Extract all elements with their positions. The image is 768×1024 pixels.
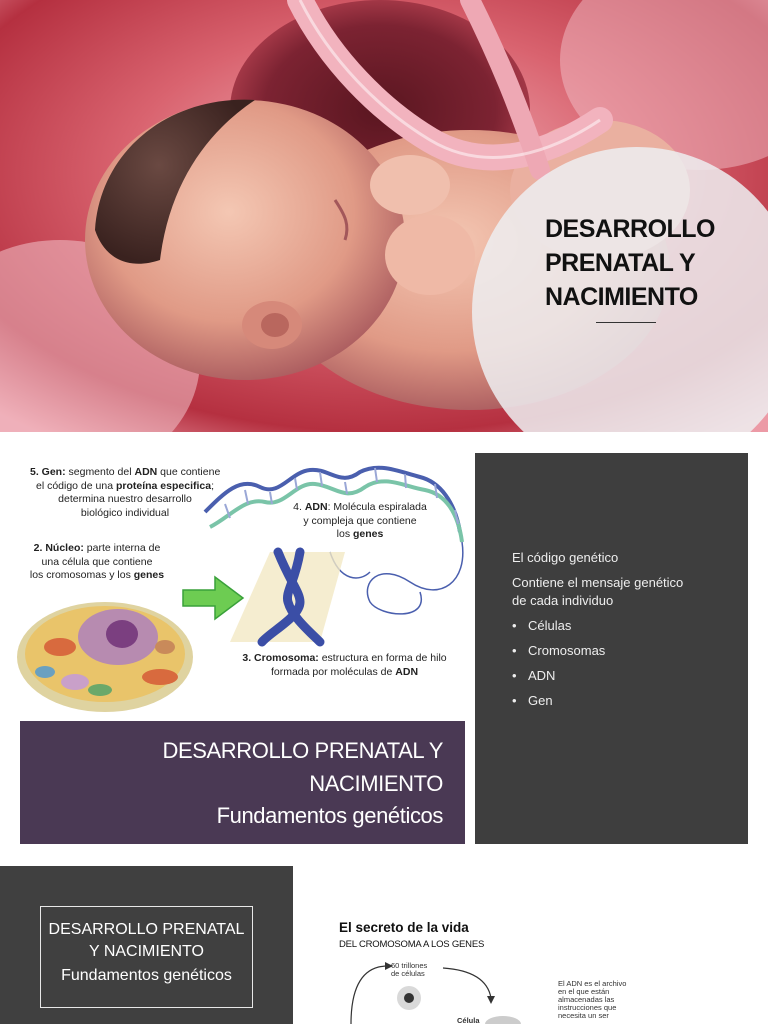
purple-title-line: DESARROLLO PRENATAL Y bbox=[162, 738, 443, 763]
list-item: • ADN bbox=[512, 668, 605, 693]
nucleo-line: 2. Núcleo: parte interna de bbox=[33, 542, 161, 554]
adn-note-line: El ADN es el archivo bbox=[558, 979, 627, 988]
gen-line: biológico individual bbox=[80, 506, 170, 519]
cell-icon bbox=[17, 602, 193, 712]
list-item: • Cromosomas bbox=[512, 643, 605, 668]
green-arrow-icon bbox=[183, 577, 243, 619]
secret-of-life-infographic bbox=[293, 866, 768, 1024]
cromosoma-line: 3. Cromosoma: estructura en forma de hilo bbox=[242, 652, 447, 664]
cell-icon bbox=[397, 986, 421, 1010]
slide-title bbox=[0, 0, 768, 432]
slide-genetic-code bbox=[0, 432, 768, 864]
adn-note-line: en el que están bbox=[558, 987, 610, 996]
nucleo-line: los cromosomas y los genes bbox=[29, 569, 165, 581]
cells-diagram bbox=[293, 866, 768, 1024]
cromosoma-line: formada por moléculas de ADN bbox=[270, 665, 419, 678]
cell-label: Célula bbox=[457, 1016, 480, 1024]
chromosome-icon bbox=[230, 552, 345, 642]
purple-title-line: NACIMIENTO bbox=[309, 771, 443, 796]
gen-description bbox=[30, 466, 220, 520]
cells-label-line: de células bbox=[391, 969, 425, 978]
purple-subtitle: Fundamentos genéticos bbox=[216, 803, 443, 828]
gen-line: determina nuestro desarrollo bbox=[58, 493, 192, 505]
nucleo-description bbox=[22, 542, 172, 583]
adn-line: los genes bbox=[336, 528, 384, 540]
slide-title-text bbox=[545, 212, 745, 314]
title-line: DESARROLLO bbox=[545, 215, 715, 243]
adn-note-line: almacenadas las bbox=[558, 995, 615, 1004]
boxed-title bbox=[40, 906, 253, 1008]
boxed-title-line: Fundamentos genéticos bbox=[61, 967, 232, 984]
genetic-code-panel bbox=[475, 453, 748, 844]
genetics-diagram bbox=[0, 432, 470, 717]
list-item: • Gen bbox=[512, 693, 605, 718]
panel-heading: El código genético bbox=[512, 550, 619, 565]
panel-bullet-list bbox=[512, 618, 605, 718]
adn-note-line: instrucciones que bbox=[558, 1003, 617, 1012]
cells-count-label bbox=[391, 962, 427, 978]
title-underline bbox=[596, 322, 656, 323]
slide-fundamentals bbox=[0, 866, 768, 1024]
infographic-title: El secreto de la vida bbox=[339, 920, 469, 935]
adn-line: y compleja que contiene bbox=[303, 514, 417, 527]
boxed-title-line: Y NACIMIENTO bbox=[89, 943, 204, 960]
boxed-title-line: DESARROLLO PRENATAL bbox=[48, 921, 245, 938]
list-item: • Células bbox=[512, 618, 605, 643]
gen-line: el código de una proteína especifica; bbox=[35, 479, 215, 492]
title-line: NACIMIENTO bbox=[545, 283, 698, 311]
purple-title-box bbox=[20, 721, 465, 844]
cells-label-line: 60 trillones bbox=[391, 961, 428, 970]
adn-line: 4. ADN: Molécula espiralada bbox=[293, 501, 427, 513]
nucleo-line: una célula que contiene bbox=[41, 555, 153, 568]
adn-note bbox=[558, 980, 626, 1020]
gen-line: 5. Gen: segmento del ADN que contiene bbox=[30, 466, 221, 478]
dark-left-panel bbox=[0, 866, 293, 1024]
adn-note-line: necesita un ser bbox=[558, 1011, 609, 1020]
infographic-subtitle: DEL CROMOSOMA A LOS GENES bbox=[339, 939, 485, 950]
title-line: PRENATAL Y bbox=[545, 249, 696, 277]
panel-subheading: Contiene el mensaje genético bbox=[512, 575, 684, 590]
adn-description bbox=[280, 501, 440, 542]
cromosoma-description bbox=[222, 652, 467, 679]
panel-subheading: de cada individuo bbox=[512, 593, 614, 608]
